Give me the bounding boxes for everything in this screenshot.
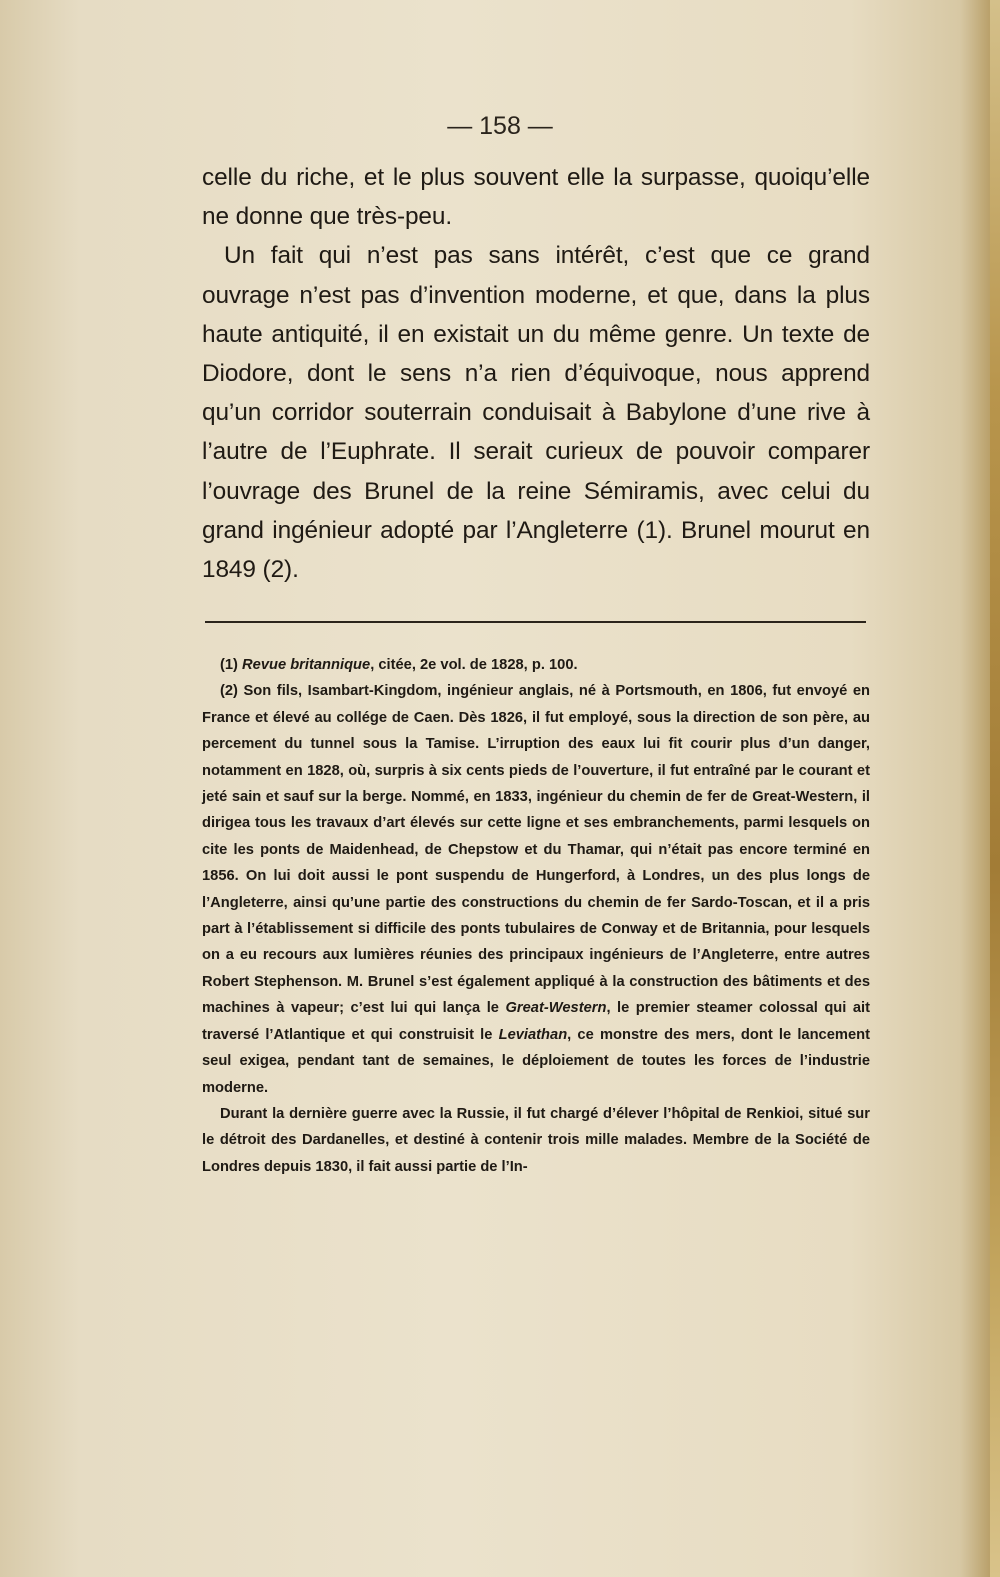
- footnote-1-text: , citée, 2e vol. de 1828, p. 100.: [370, 657, 578, 673]
- footnote-2: [202, 678, 870, 1101]
- footnotes: [202, 652, 870, 1180]
- page-number: — 158 —: [447, 112, 553, 140]
- footnote-1-number: (1): [220, 657, 238, 673]
- footnote-2-text-start: Son fils, Isambart-Kingdom, ingénieur anglais, né à Portsmouth, en 1806, fut envoyé en France et élevé au collége de Caen. Dès 1826, il fut employé, sous la direction de son père, au percement du tunnel sous la Tamise. L’irruption des eaux lui fit courir plus d’un danger, notamment en 1828, où, surpris à six cents pieds de l’ouverture, il fut entraîné par le courant et jeté sain et sauf sur la berge. Nommé, en 1833, ingénieur du chemin de fer de Great-Western, il dirigea tous les travaux d’art élevés sur cette ligne et ses embranchements, parmi lesquels on cite les ponts de Maidenhead, de Chepstow et du Thamar, qui n’était pas encore terminé en 1856. On lui doit aussi le pont suspendu de Hungerford, à Londres, un des plus longs de l’Angleterre, ainsi qu’une partie des constructions du chemin de fer Sardo-Toscan, et il a pris part à l’établissement si difficile des ponts tubulaires de Conway et de Britannia, pour lesquels on a eu recours aux lumières réunies des principaux ingénieurs de l’Angleterre, entre autres Robert Stephenson. M. Brunel s’est également appliqué à la construction des bâtiments et des machines à vapeur; c’est lui qui lança le: [202, 683, 870, 1017]
- footnote-1: [202, 652, 870, 678]
- leviathan-ship-name: Leviathan: [498, 1026, 568, 1043]
- footnote-reference-2[interactable]: (2): [262, 556, 293, 584]
- paragraph-2-text-middle: . Brunel mourut en 1849: [202, 516, 870, 584]
- footnote-divider: [205, 621, 866, 623]
- footnote-2-text-middle: , le premier steamer colossal qui ait traversé l’Atlantique et qui construisit le: [202, 1000, 870, 1043]
- footnote-2-paragraph-2: [202, 1101, 870, 1180]
- paragraph-2-text-start: Un fait qui n’est pas sans intérêt, c’est que ce grand ouvrage n’est pas d’invention moderne, et que, dans la plus haute antiquité, il en existait un du même genre. Un texte de Diodore, dont le sens n’a rien d’équivoque, nous apprend qu’un corridor souterrain conduisait à Babylone d’une rive à l’autre de l’Euphrate. Il serait curieux de pouvoir comparer l’ouvrage des Brunel de la reine Sémiramis, avec celui du grand ingénieur adopté par l’Angleterre: [202, 242, 870, 544]
- footnote-reference-1[interactable]: (1): [636, 516, 666, 544]
- paragraph-1: [202, 158, 870, 236]
- paragraph-2-text-end: .: [292, 556, 299, 584]
- page-edge: [990, 0, 1000, 1577]
- footnote-2-paragraph-2-text: Durant la dernière guerre avec la Russie, il fut chargé d’élever l’hôpital de Renkioi, situé sur le détroit des Dardanelles, et destiné à contenir trois mille malades. Membre de la Société de Londres depuis 1830, il fait aussi partie de l’In-: [202, 1105, 870, 1175]
- footnote-1-title: Revue britannique: [242, 657, 371, 673]
- footnote-2-number: (2): [220, 683, 238, 700]
- great-western-ship-name: Great-Western: [505, 1000, 607, 1017]
- paragraph-2: [202, 236, 870, 589]
- paragraph-1-text: celle du riche, et le plus souvent elle la surpasse, quoiqu’elle ne donne que très-peu.: [202, 164, 870, 231]
- footnote-2-text-end: , ce monstre des mers, dont le lancement seul exigea, pendant tant de semaines, le déploiement de toutes les forces de l’industrie moderne.: [202, 1026, 870, 1096]
- main-text: [202, 158, 870, 589]
